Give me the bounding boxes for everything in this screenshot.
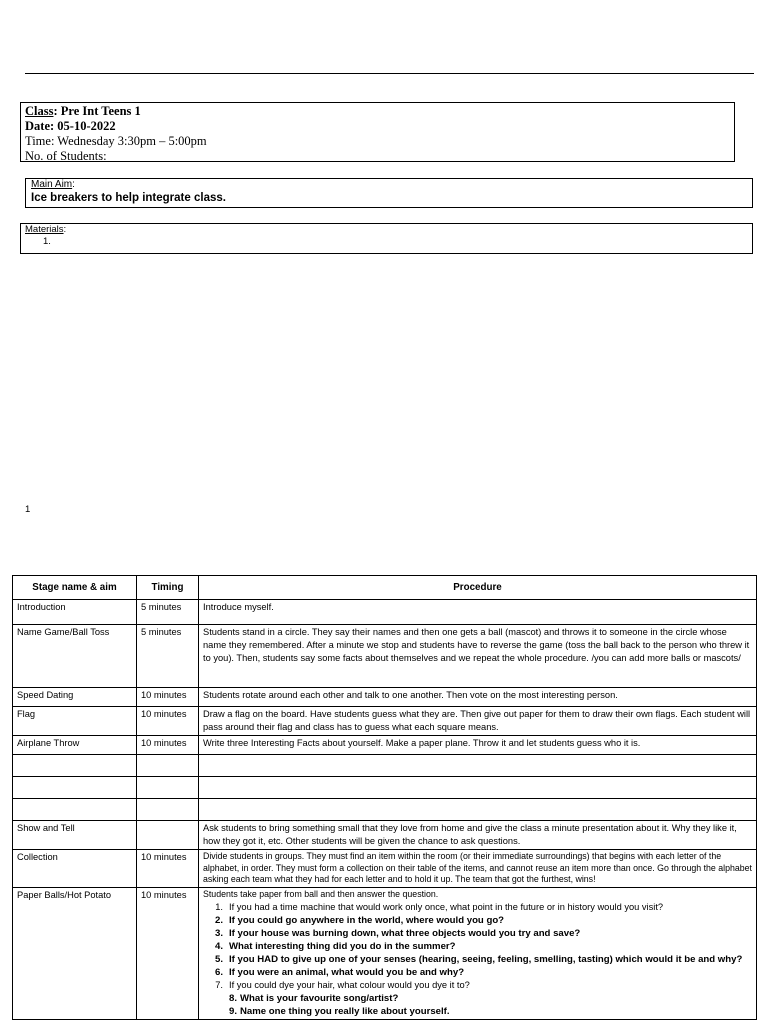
procedure-cell: Draw a flag on the board. Have students guess what they are. Then give out paper for them to draw their own flags. Each student will pass around their flag and class has to guess what each square means.: [199, 707, 757, 736]
stage-cell: Collection: [13, 850, 137, 888]
question-number: 4.: [214, 940, 223, 952]
procedure-cell: Students stand in a circle. They say their names and then one gets a ball (mascot) and throws it to someone in the circle whose name they remembered. After a minute we stop and students have to reverse the game (toss the ball back to the person who threw it to you). Then, students say some facts about themselves and we repeat the whole procedure. /you can add more balls or mascots/: [199, 625, 757, 688]
stage-cell: Show and Tell: [13, 821, 137, 850]
materials-box: [20, 223, 753, 254]
timing-cell: 10 minutes: [137, 850, 199, 888]
question-number: 2.: [214, 914, 223, 926]
timing-cell: 5 minutes: [137, 600, 199, 625]
table-row: [13, 625, 757, 688]
stage-cell: Flag: [13, 707, 137, 736]
question-item: [203, 901, 752, 914]
time-line: Time: Wednesday 3:30pm – 5:00pm: [25, 134, 207, 148]
materials-colon: :: [63, 224, 67, 235]
question-list: [203, 901, 752, 1018]
question-item: [203, 914, 752, 927]
table-row: [13, 688, 757, 707]
class-info-box: [20, 102, 735, 162]
procedure-cell: [199, 755, 757, 777]
class-label: Class: [25, 104, 54, 118]
question-item: [203, 966, 752, 979]
procedure-cell: Write three Interesting Facts about yourself. Make a paper plane. Throw it and let students guess who it is.: [199, 736, 757, 755]
table-row: [13, 755, 757, 777]
question-text: What interesting thing did you do in the summer?: [229, 940, 456, 952]
timing-cell: 10 minutes: [137, 736, 199, 755]
question-text: Name one thing you really like about yourself.: [240, 1005, 450, 1017]
procedure-cell: Ask students to bring something small that they love from home and give the class a minute presentation about it. Why they like it, how they got it, etc. Other students will be given the chance to ask questions.: [199, 821, 757, 850]
procedure-cell: [199, 777, 757, 799]
question-text: If you could go anywhere in the world, where would you go?: [229, 914, 505, 926]
stage-cell: Introduction: [13, 600, 137, 625]
timing-cell: [137, 777, 199, 799]
materials-label: Materials: [25, 224, 64, 235]
question-item: [203, 927, 752, 940]
main-aim-box: [25, 178, 753, 208]
table-row: [13, 777, 757, 799]
question-text: If you had a time machine that would work only once, what point in the future or in history would you visit?: [229, 901, 664, 912]
question-item: [203, 953, 752, 966]
stage-cell: [13, 799, 137, 821]
page-number: 1: [25, 504, 31, 515]
header-timing: Timing: [137, 576, 199, 600]
procedure-cell: Divide students in groups. They must find an item within the room (or their immediate surroundings) that begins with each letter of the alphabet, in order. They must form a collection on their table of the items, and cannot reuse an item more than once. Go through the alphabet asking each team what they had for each letter and to hold it up. The team that got the furthest, wins!: [199, 850, 757, 888]
table-row: [13, 821, 757, 850]
main-aim-label-line: [31, 179, 747, 191]
question-number: 3.: [214, 927, 223, 939]
stage-cell: Name Game/Ball Toss: [13, 625, 137, 688]
procedure-cell: [199, 888, 757, 1020]
header-procedure: Procedure: [199, 576, 757, 600]
question-number: 9.: [228, 1005, 237, 1017]
main-aim-colon: :: [72, 179, 75, 190]
question-text: If you could dye your hair, what colour would you dye it to?: [229, 979, 470, 990]
procedure-intro: Students take paper from ball and then answer the question.: [203, 889, 439, 899]
question-number: 6.: [214, 966, 223, 978]
timing-cell: [137, 799, 199, 821]
date-line: Date: 05-10-2022: [25, 119, 116, 133]
materials-item-1: 1.: [43, 236, 51, 247]
question-text: If you HAD to give up one of your senses (hearing, seeing, feeling, smelling, tasting) which would it be and why?: [229, 953, 743, 965]
table-row: [13, 707, 757, 736]
stage-cell: [13, 777, 137, 799]
class-line: [25, 104, 730, 119]
header-stage: Stage name & aim: [13, 576, 137, 600]
question-item: [203, 940, 752, 953]
header-rule: [25, 73, 754, 74]
timing-cell: [137, 821, 199, 850]
class-value: : Pre Int Teens 1: [53, 104, 141, 118]
timing-cell: [137, 755, 199, 777]
procedure-cell: Students rotate around each other and talk to one another. Then vote on the most interesting person.: [199, 688, 757, 707]
procedure-cell: [199, 799, 757, 821]
question-item: [203, 979, 752, 992]
lesson-plan-table: [12, 575, 757, 1020]
materials-label-line: [25, 224, 748, 236]
students-line: No. of Students:: [25, 149, 107, 163]
timing-cell: 10 minutes: [137, 707, 199, 736]
stage-cell: Speed Dating: [13, 688, 137, 707]
question-text: If you were an animal, what would you be and why?: [229, 966, 465, 978]
stage-cell: Paper Balls/Hot Potato: [13, 888, 137, 1020]
table-row: [13, 736, 757, 755]
question-item: [203, 992, 752, 1005]
timing-cell: 10 minutes: [137, 888, 199, 1020]
table-row: [13, 600, 757, 625]
table-row: [13, 850, 757, 888]
table-header-row: [13, 576, 757, 600]
question-item: [203, 1005, 752, 1018]
main-aim-text: Ice breakers to help integrate class.: [31, 192, 226, 204]
table-row: [13, 888, 757, 1020]
timing-cell: 10 minutes: [137, 688, 199, 707]
timing-cell: 5 minutes: [137, 625, 199, 688]
table-row: [13, 799, 757, 821]
question-number: 8.: [228, 992, 237, 1004]
question-number: 5.: [214, 953, 223, 965]
stage-cell: [13, 755, 137, 777]
question-number: 1.: [215, 901, 223, 912]
procedure-cell: Introduce myself.: [199, 600, 757, 625]
question-text: What is your favourite song/artist?: [240, 992, 399, 1004]
main-aim-label: Main Aim: [31, 179, 73, 190]
question-number: 7.: [215, 979, 223, 990]
stage-cell: Airplane Throw: [13, 736, 137, 755]
question-text: If your house was burning down, what three objects would you try and save?: [229, 927, 581, 939]
